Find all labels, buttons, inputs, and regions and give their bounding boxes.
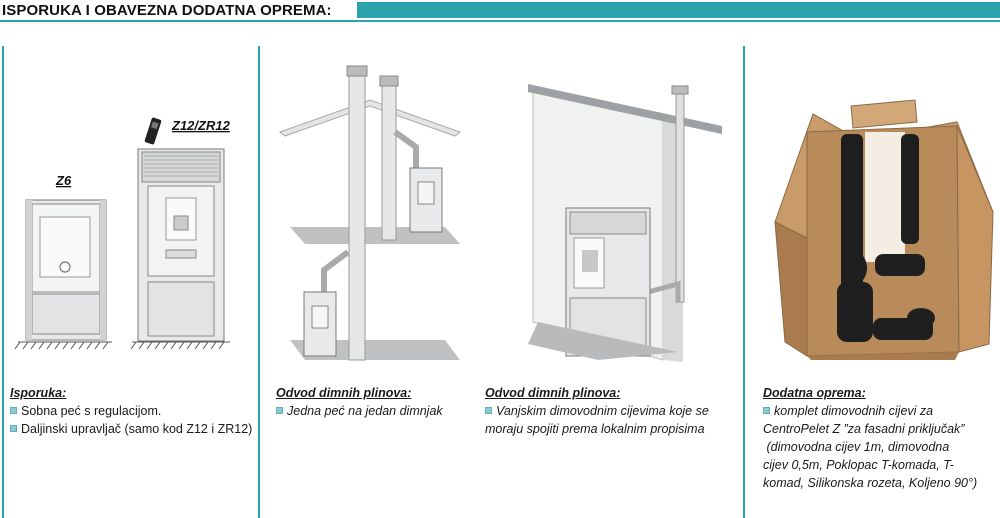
bullet-icon bbox=[763, 407, 770, 414]
list-item: komplet dimovodnih cijevi za bbox=[763, 402, 977, 420]
text-line: (dimovodna cijev 1m, dimovodna bbox=[763, 440, 950, 454]
bullet-icon bbox=[276, 407, 283, 414]
chimney-illustration bbox=[260, 22, 478, 362]
panel-odvod-1 bbox=[260, 22, 478, 518]
header-accent-bar bbox=[357, 2, 1000, 18]
caption-odvod-1 bbox=[276, 384, 443, 420]
bullet-icon bbox=[485, 407, 492, 414]
section-title: ISPORUKA I OBAVEZNA DODATNA OPREMA: bbox=[2, 2, 332, 19]
stove-z12-icon bbox=[138, 149, 224, 341]
exterior-flue-illustration bbox=[478, 22, 742, 362]
floor-hatch-icon bbox=[131, 342, 230, 349]
caption-title: Odvod dimnih plinova: bbox=[485, 386, 621, 400]
flue-kit-box-illustration bbox=[745, 22, 1000, 362]
caption-title: Dodatna oprema: bbox=[763, 386, 866, 400]
caption-odvod-2 bbox=[485, 384, 709, 438]
remote-control-icon bbox=[144, 117, 162, 145]
floor-hatch-icon bbox=[15, 342, 112, 349]
stove-upper-icon bbox=[410, 168, 442, 232]
section-header bbox=[0, 0, 1000, 22]
caption-dodatna-oprema bbox=[763, 384, 977, 492]
caption-title: Isporuka: bbox=[10, 386, 67, 400]
panel-isporuka bbox=[0, 22, 258, 518]
list-item: Vanjskim dimovodnim cijevima koje se bbox=[485, 402, 709, 420]
bullet-icon bbox=[10, 407, 17, 414]
text-line: moraju spojiti prema lokalnim propisima bbox=[485, 422, 705, 436]
caption-title: Odvod dimnih plinova: bbox=[276, 386, 412, 400]
text-line: komad, Silikonska rozeta, Koljeno 90°) bbox=[763, 476, 978, 490]
text-line: CentroPelet Z ”za fasadni priključak” bbox=[763, 422, 965, 436]
stove-lower-icon bbox=[304, 292, 336, 356]
model-label-z12: Z12/ZR12 bbox=[172, 118, 230, 133]
bullet-icon bbox=[10, 425, 17, 432]
text-line: cijev 0,5m, Poklopac T-komada, T- bbox=[763, 458, 954, 472]
list-item: Sobna peć s regulacijom. bbox=[10, 402, 252, 420]
list-item: Jedna peć na jedan dimnjak bbox=[276, 402, 443, 420]
stove-z6-icon bbox=[26, 200, 106, 340]
caption-isporuka bbox=[10, 384, 252, 438]
panel-odvod-2 bbox=[478, 22, 742, 518]
panel-dodatna-oprema bbox=[745, 22, 1000, 518]
stoves-illustration bbox=[0, 22, 258, 362]
model-label-z6: Z6 bbox=[56, 173, 72, 188]
list-item: Daljinski upravljač (samo kod Z12 i ZR12) bbox=[10, 420, 252, 438]
